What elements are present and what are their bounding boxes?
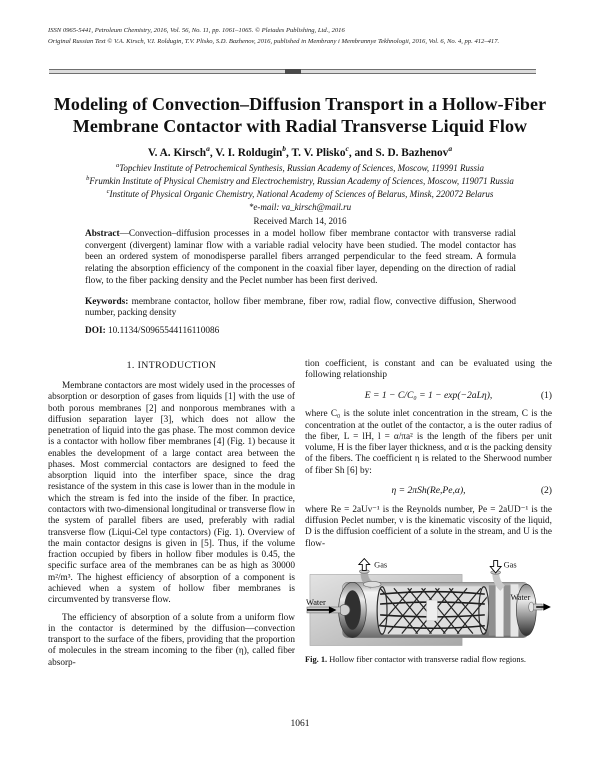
title-line-2: Membrane Contactor with Radial Transverse Liquid Flow [72, 115, 528, 136]
author-name: V. A. Kirsch [147, 146, 207, 159]
doi-value: 10.1134/S0965544116110086 [105, 325, 220, 336]
publisher-header [48, 26, 556, 47]
body-paragraph-where-2: where Re = 2aUν⁻¹ is the Reynolds number, Pe = 2aUD⁻¹ is the diffusion Peclet number, ν is the kinematic viscosity of the liquid, D is the diffusion coefficient of a solute in the stream, and U is the flow- [305, 504, 552, 549]
abstract [85, 229, 516, 288]
affil-text: Frumkin Institute of Physical Chemistry and Electrochemistry, Russian Academy of Sciences, Moscow, 119071 Russia [89, 175, 514, 186]
intro-paragraph-1: Membrane contactors are most widely used in the processes of absorption or desorption of gases from liquids [1] with the use of both porous membranes [2] and nonporous membranes with a diffusion separation layer [3], which does not allow the penetration of liquid into the gas phase. The most common device is a contactor with hollow fiber membranes [4] (Fig. 1) because it enables the development of a large contact area between the phases. Most commercial contactors are designed to feed the absorption liquid into the interfiber space, since the drag resistance of the system in this case is lower than in the module in which the stream is fed into the inside of the fiber. In practice, contactors with two-dimensional longitudinal or transverse flow in the system of parallel fibers are used, preferably with radial transverse flow (Liqui-Cel type contactors) (Fig. 1). Overview of the main contactor designs is given in [5]. Thus, if the volume fraction occupied by fibers in hollow fiber modules is 0.45, the specific surface area of the membranes can be as high as 30000 m²/m³. The highest efficiency of absorption of a component is achieved when a system of hollow fiber membranes is circumvented by transverse flow. [48, 380, 295, 606]
affil-mark: a [115, 161, 120, 169]
article-title [0, 94, 600, 137]
page-number: 1061 [290, 719, 310, 729]
email-line: *e-mail: va_kirsch@mail.ru [248, 201, 352, 212]
affil-mark: b [86, 174, 90, 182]
divider-center-block [285, 69, 301, 75]
intro-paragraph-2: The efficiency of absorption of a solute from a uniform flow in the contactor is determined by the diffusion—convection transport to the surface of the fibers, providing that the proportion of molecules in the stream incoming to the fiber (η), called fiber absorp- [48, 612, 295, 668]
water-in-label: Water [305, 597, 326, 607]
body-columns [48, 359, 552, 717]
keywords-label: Keywords: [85, 296, 129, 307]
affiliation-line [0, 188, 600, 201]
equation-1 [305, 390, 552, 402]
original-text-line: Original Russian Text © V.A. Kirsch, V.I. Roldugin, T.V. Plisko, S.D. Bazhenov, 2016, published in Membrany i Membrannye Tekhnologii, 2016, Vol. 6, No. 4, pp. 412–417. [48, 37, 500, 45]
abstract-text: —Convection–diffusion processes in a model hollow fiber membrane contactor with transverse radial convergent (divergent) laminar flow with a variable radial velocity have been studied. The model contactor has been an ordered system of monodisperse parallel fibers arranged perpendicular to the feed stream. A formula relating the absorption efficiency of the component in the coaxial fiber layer, depending on the direction of radial flow, to the fiber packing density and the Peclet number has been first derived. [85, 229, 516, 286]
author-name: S. D. Bazhenov [375, 146, 449, 159]
headline-block [0, 94, 600, 226]
right-column [305, 359, 552, 717]
gas-in-label: Gas [503, 560, 517, 570]
affil-text: Topchiev Institute of Petrochemical Synthesis, Russian Academy of Sciences, Moscow, 119991 Russia [119, 162, 485, 173]
figure-1-caption [305, 655, 552, 666]
frontmatter [85, 229, 516, 338]
author-separator: , [209, 146, 216, 159]
affil-mark: c [106, 187, 110, 195]
figure-1-illustration [305, 558, 552, 655]
doi-line [85, 326, 516, 338]
figure-1-caption-label: Fig. 1. [305, 654, 328, 664]
water-out-label: Water [510, 592, 531, 602]
authors-line [0, 144, 600, 159]
body-paragraph-where-1: where C₀ is the solute inlet concentration in the stream, C is the concentration at the outlet of the contactor, a is the outer radius of the fiber, L = lH, l = α/πa² is the length of the fibers per unit volume, H is the fiber layer thickness, and α is the packing density of the fibers. The coefficient η is related to the Sherwood number of fiber Sh [6] by: [305, 409, 552, 476]
header-divider-rule [49, 69, 536, 74]
abstract-label: Abstract [85, 229, 120, 239]
affiliation-line [0, 175, 600, 188]
section-heading-introduction: 1. INTRODUCTION [126, 360, 217, 371]
body-paragraph-continuation: tion coefficient, is constant and can be evaluated using the following relationship [305, 359, 552, 381]
author-affil-mark: b [282, 144, 287, 154]
author-name: V. I. Roldugin [215, 146, 283, 159]
figure-1-caption-text: Hollow fiber contactor with transverse radial flow regions. [327, 654, 526, 664]
gas-out-arrow-icon [359, 558, 370, 570]
affil-text: Institute of Physical Organic Chemistry, National Academy of Sciences of Belarus, Minsk, 220072 Belarus [109, 188, 494, 199]
equation-1-body: E = 1 − C/C₀ = 1 − exp(−2aLη), [364, 389, 493, 401]
gas-out-label: Gas [374, 560, 388, 570]
equation-2-number: (2) [540, 484, 552, 496]
author-affil-mark: a [448, 144, 453, 154]
left-column [48, 359, 295, 717]
equation-2-body: η = 2πSh(Re,Pe,α), [391, 484, 466, 496]
keywords [85, 297, 516, 320]
affiliations [0, 162, 600, 201]
title-line-1: Modeling of Convection–Diffusion Transport in a Hollow-Fiber [53, 94, 547, 114]
fiber-mesh [374, 586, 493, 634]
author-affil-mark: c [345, 144, 349, 154]
author-separator: , [286, 146, 292, 159]
author-separator: , and [348, 146, 376, 159]
author-name: T. V. Plisko [291, 146, 346, 159]
figure-1 [305, 558, 552, 666]
equation-2 [305, 485, 552, 497]
received-date: Received March 14, 2016 [253, 215, 347, 226]
issn-line: ISSN 0965-5441, Petroleum Chemistry, 2016, Vol. 56, No. 11, pp. 1061–1065. © Pleiades Publishing, Ltd., 2016 [48, 27, 345, 34]
doi-label: DOI: [85, 325, 106, 336]
author-affil-mark: a [206, 144, 210, 154]
keywords-text: membrane contactor, hollow fiber membrane, fiber row, radial flow, convective diffusion, Sherwood number, packing density [85, 296, 516, 319]
affiliation-line [0, 162, 600, 175]
equation-1-number: (1) [540, 389, 552, 401]
